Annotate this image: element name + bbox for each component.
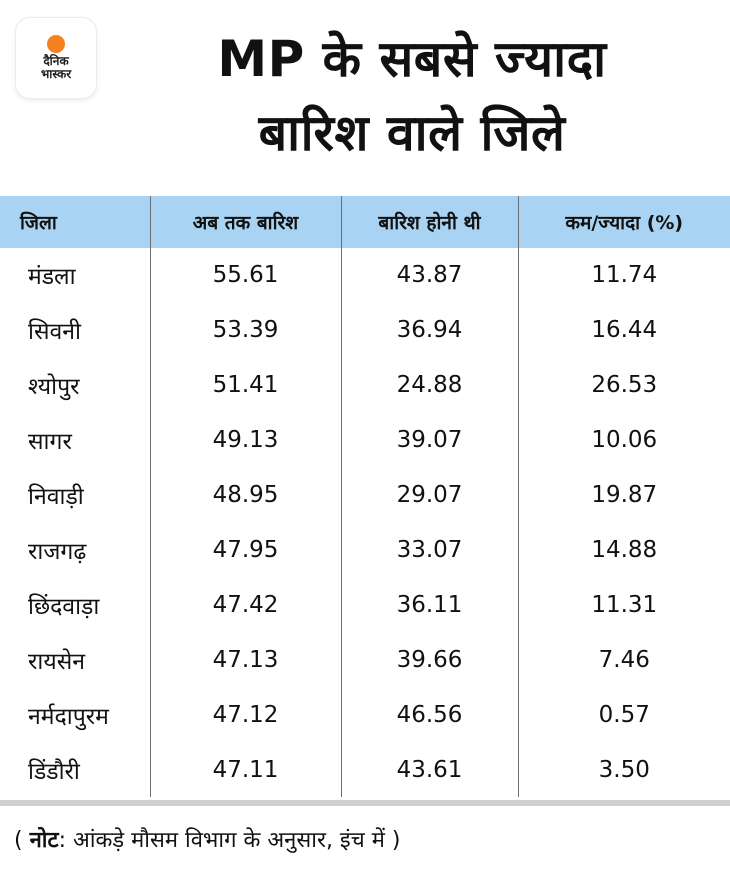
logo-text-line2: भास्कर [40, 67, 72, 81]
sun-icon [47, 35, 65, 53]
cell-difference: 11.74 [591, 262, 658, 288]
cell-district: डिंडौरी [0, 742, 150, 797]
cell-rain-expected: 36.11 [341, 577, 518, 632]
cell-rain-expected: 43.87 [341, 248, 518, 302]
cell-rain-so-far: 51.41 [150, 357, 341, 412]
cell-difference: 0.57 [598, 701, 650, 728]
cell-rain-so-far: 48.95 [150, 467, 341, 522]
cell-rain-so-far: 47.11 [150, 742, 341, 797]
table-row [0, 577, 730, 632]
table-row [0, 248, 730, 302]
cell-district: नर्मदापुरम [0, 687, 150, 742]
footnote-text: : आंकड़े मौसम विभाग के अनुसार, इंच में ) [58, 828, 401, 853]
cell-difference: 26.53 [591, 371, 658, 398]
dainik-bhaskar-logo [16, 18, 96, 98]
cell-difference: 7.46 [598, 646, 650, 673]
page-title [112, 22, 712, 170]
title-line2: बारिश वाले जिले [258, 104, 566, 162]
cell-district: सागर [0, 412, 150, 467]
cell-rain-expected: 39.07 [341, 412, 518, 467]
cell-rain-so-far: 55.61 [150, 248, 341, 302]
cell-rain-so-far: 47.12 [150, 687, 341, 742]
column-header-rain-so-far: अब तक बारिश [150, 196, 341, 248]
cell-rain-expected: 24.88 [341, 357, 518, 412]
table-row [0, 412, 730, 467]
table-bottom-rule [0, 800, 730, 806]
cell-rain-so-far: 47.13 [150, 632, 341, 687]
table-body [0, 248, 730, 797]
cell-district: मंडला [0, 248, 150, 302]
cell-rain-so-far: 47.42 [150, 577, 341, 632]
table-row [0, 467, 730, 522]
cell-difference: 14.88 [591, 536, 658, 563]
cell-rain-expected: 29.07 [341, 467, 518, 522]
table-row [0, 632, 730, 687]
cell-difference: 11.31 [591, 591, 658, 618]
table-row [0, 302, 730, 357]
cell-district: राजगढ़ [0, 522, 150, 577]
cell-rain-expected: 46.56 [341, 687, 518, 742]
cell-rain-so-far: 49.13 [150, 412, 341, 467]
cell-rain-expected: 33.07 [341, 522, 518, 577]
footnote-label: नोट [29, 828, 59, 853]
cell-district: छिंदवाड़ा [0, 577, 150, 632]
table-row [0, 742, 730, 797]
cell-difference: 19.87 [591, 481, 658, 508]
rainfall-table [0, 196, 730, 797]
cell-rain-expected: 39.66 [341, 632, 518, 687]
cell-rain-so-far: 47.95 [150, 522, 341, 577]
table-row [0, 687, 730, 742]
cell-district: सिवनी [0, 302, 150, 357]
table-row [0, 522, 730, 577]
footnote-open: ( [14, 828, 30, 853]
table-row [0, 357, 730, 412]
cell-district: निवाड़ी [0, 467, 150, 522]
cell-rain-expected: 36.94 [341, 302, 518, 357]
column-header-rain-expected: बारिश होनी थी [341, 196, 518, 248]
cell-difference: 3.50 [598, 756, 650, 783]
cell-difference: 16.44 [591, 316, 658, 343]
column-header-district: जिला [0, 196, 150, 248]
cell-rain-so-far: 53.39 [150, 302, 341, 357]
column-header-difference: कम/ज्यादा (%) [518, 196, 730, 248]
cell-district: श्योपुर [0, 357, 150, 412]
table-header-row [0, 196, 730, 248]
title-line1: MP के सबसे ज्यादा [217, 30, 607, 88]
cell-rain-expected: 43.61 [341, 742, 518, 797]
logo-text-line1: दैनिक [43, 54, 69, 68]
cell-difference: 10.06 [591, 426, 658, 453]
footnote [14, 826, 400, 856]
cell-district: रायसेन [0, 632, 150, 687]
